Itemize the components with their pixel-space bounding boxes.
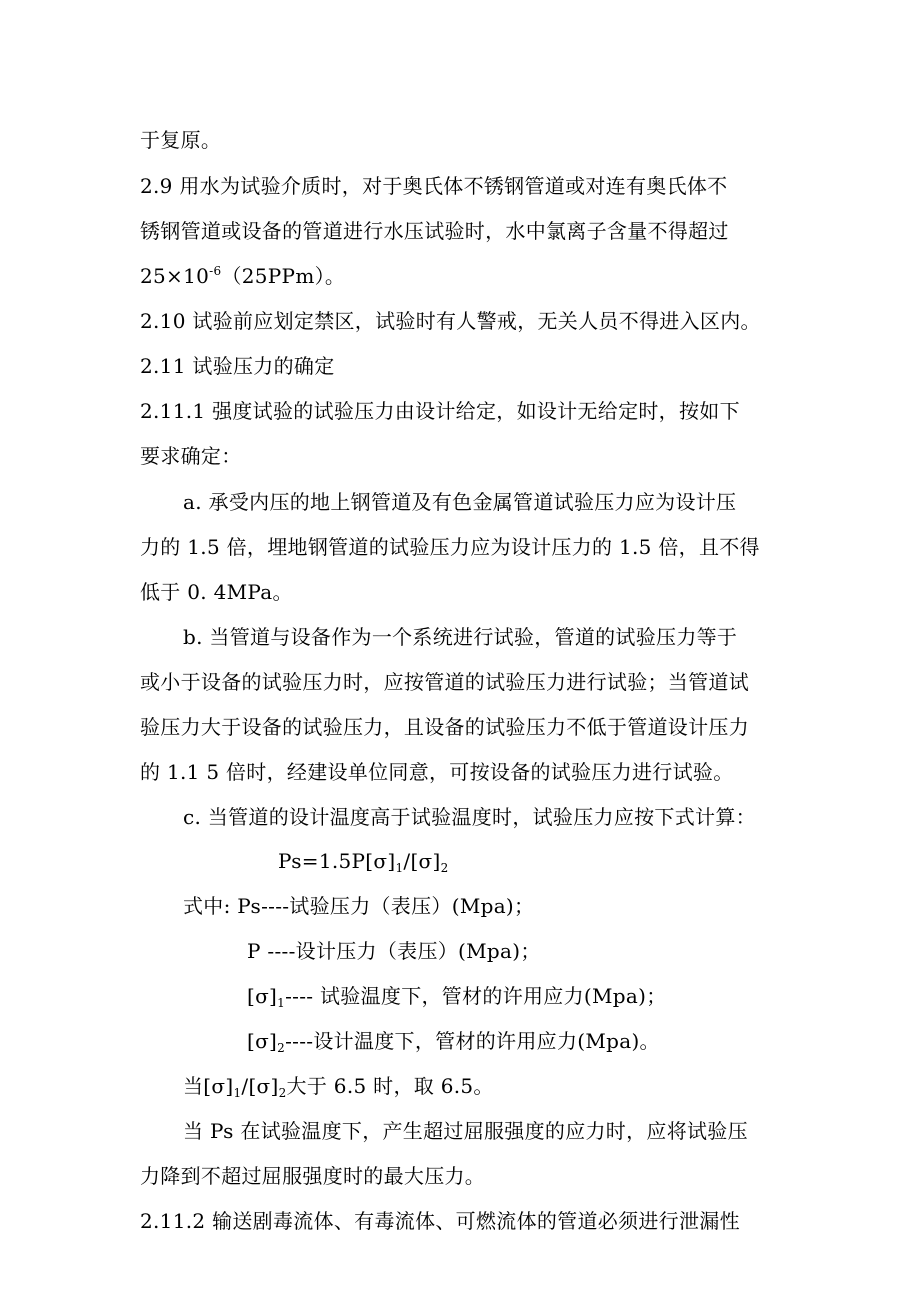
section-heading: 2.11 试验压力的确定: [140, 354, 335, 378]
sigma2-symbol: [σ]: [247, 1029, 278, 1053]
ratio-mid: /[σ]: [241, 1074, 279, 1098]
text-line: 力降到不超过屈服强度时的最大压力。: [140, 1164, 486, 1188]
chloride-rest: （25PPm）。: [221, 264, 346, 288]
text-line: 2.9 用水为试验介质时，对于奥氏体不锈钢管道或对连有奥氏体不: [140, 174, 728, 198]
text-line: 低于 0. 4MPa。: [140, 580, 293, 604]
text-line: a. 承受内压的地上钢管道及有色金属管道试验压力应为设计压: [183, 490, 737, 514]
text-line: 2.11.2 输送剧毒流体、有毒流体、可燃流体的管道必须进行泄漏性: [140, 1209, 740, 1233]
chloride-base: 25×10: [140, 264, 210, 288]
text-line: 的 1.1 5 倍时，经建设单位同意，可按设备的试验压力进行试验。: [140, 760, 734, 784]
ratio-sub2: 2: [278, 1086, 287, 1100]
formula: [278, 848, 449, 874]
sigma1-sub: 1: [277, 996, 286, 1010]
sigma2-text: ----设计温度下，管材的许用应力(Mpa)。: [285, 1029, 660, 1053]
sigma2-definition: [247, 1028, 660, 1054]
ratio-rest: 大于 6.5 时，取 6.5。: [286, 1074, 494, 1098]
sigma2-sub: 2: [277, 1041, 286, 1055]
text-line: c. 当管道的设计温度高于试验温度时，试验压力应按下式计算：: [183, 805, 756, 829]
ratio-pre: 当[σ]: [183, 1074, 234, 1098]
text-line: b. 当管道与设备作为一个系统进行试验，管道的试验压力等于: [183, 625, 738, 649]
formula-lhs: Ps=1.5P[σ]: [278, 849, 396, 873]
text-line: 当 Ps 在试验温度下，产生超过屈服强度的应力时，应将试验压: [183, 1119, 748, 1143]
formula-sub2: 2: [440, 861, 449, 875]
text-line: 锈钢管道或设备的管道进行水压试验时，水中氯离子含量不得超过: [140, 219, 729, 243]
text-line: 2.11.1 强度试验的试验压力由设计给定，如设计无给定时，按如下: [140, 399, 740, 423]
text-line: P ----设计压力（表压）(Mpa)；: [247, 939, 541, 963]
text-line: 要求确定：: [140, 444, 242, 468]
ratio-sub1: 1: [233, 1086, 242, 1100]
text-line: 于复原。: [140, 128, 222, 152]
formula-mid: /[σ]: [403, 849, 441, 873]
chloride-exponent: -6: [209, 264, 222, 278]
formula-sub1: 1: [395, 861, 404, 875]
chloride-limit-line: [140, 263, 345, 289]
sigma1-symbol: [σ]: [247, 984, 278, 1008]
text-line: 或小于设备的试验压力时，应按管道的试验压力进行试验；当管道试: [140, 670, 749, 694]
text-line: 验压力大于设备的试验压力，且设备的试验压力不低于管道设计压力: [140, 715, 749, 739]
text-line: 2.10 试验前应划定禁区，试验时有人警戒，无关人员不得进入区内。: [140, 309, 761, 333]
text-line: 力的 1.5 倍，埋地钢管道的试验压力应为设计压力的 1.5 倍，且不得: [140, 535, 760, 559]
text-line: 式中: Ps----试验压力（表压）(Mpa)；: [183, 894, 535, 918]
sigma1-text: ---- 试验温度下，管材的许用应力(Mpa)；: [285, 984, 667, 1008]
ratio-rule: [183, 1073, 494, 1099]
sigma1-definition: [247, 983, 667, 1009]
